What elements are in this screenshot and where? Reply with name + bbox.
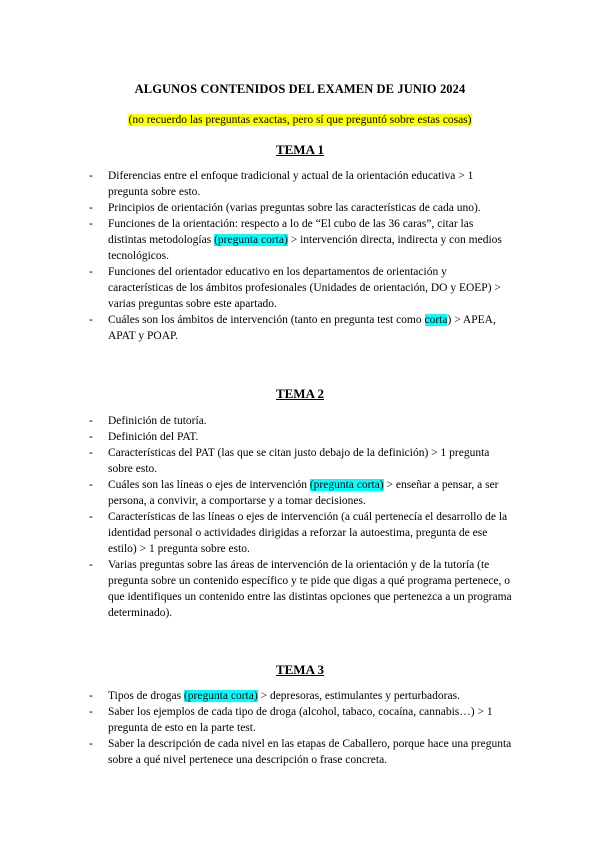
list-item-text: Definición de tutoría. (108, 415, 207, 427)
section-heading-tema-3: TEMA 3 (275, 662, 325, 677)
list-item (0, 216, 600, 264)
list-item (0, 557, 600, 621)
section-list-tema-1 (0, 168, 600, 344)
section-list-tema-3 (0, 688, 600, 768)
list-item-text: Características del PAT (las que se citan justo debajo de la definición) > 1 pregunta sobre esto. (108, 447, 490, 475)
list-item-text: Saber los ejemplos de cada tipo de droga (alcohol, tabaco, cocaína, cannabis…) > 1 pregunta de esto en la parte test. (108, 706, 493, 734)
highlighted-text: (pregunta corta) (309, 479, 384, 491)
list-item (0, 688, 600, 704)
bullet-dash: - (89, 431, 93, 443)
bullet-dash: - (89, 738, 93, 750)
bullet-dash: - (89, 447, 93, 459)
list-item-text: > intervención directa, indirecta y con medios tecnológicos. (108, 234, 502, 262)
bullet-dash: - (89, 266, 93, 278)
list-item (0, 200, 600, 216)
bullet-dash: - (89, 479, 93, 491)
list-item-text: Tipos de drogas (108, 690, 184, 702)
list-item (0, 445, 600, 477)
bullet-dash: - (89, 511, 93, 523)
list-item (0, 413, 600, 429)
document-subtitle (0, 114, 600, 126)
section-list-tema-2 (0, 413, 600, 621)
list-item-text: Definición del PAT. (108, 431, 199, 443)
bullet-dash: - (89, 690, 93, 702)
bullet-dash: - (89, 218, 93, 230)
list-item-text: Varias preguntas sobre las áreas de intervención de la orientación y de la tutoría (te pregunta sobre un contenido específico y te pide que digas a qué programa pertenece, o que identifiques un contenido entre las distintas opciones que pertenezca a un programa determinado). (108, 559, 512, 619)
list-item-text: Cuáles son los ámbitos de intervención (tanto en pregunta test como (108, 314, 425, 326)
list-item-text: Funciones de la orientación: respecto a lo de “El cubo de las 36 caras”, citar las distintas metodologías (108, 218, 474, 246)
list-item (0, 704, 600, 736)
list-item (0, 168, 600, 200)
list-item (0, 429, 600, 445)
list-item (0, 312, 600, 344)
list-item-text: > depresoras, estimulantes y perturbadoras. (257, 690, 460, 702)
list-item (0, 509, 600, 557)
list-item-text: Saber la descripción de cada nivel en las etapas de Caballero, porque hace una pregunta sobre a qué nivel pertenece una descripción o frase concreta. (108, 738, 512, 766)
list-item (0, 264, 600, 312)
bullet-dash: - (89, 559, 93, 571)
list-item-text: Principios de orientación (varias preguntas sobre las características de cada uno). (108, 202, 481, 214)
bullet-dash: - (89, 202, 93, 214)
highlighted-text: (pregunta corta) (214, 234, 288, 246)
subtitle-highlight: (no recuerdo las preguntas exactas, pero sí que preguntó sobre estas cosas) (128, 114, 472, 126)
list-item-text: Cuáles son las líneas o ejes de intervención (108, 479, 310, 491)
highlighted-text: (pregunta corta) (183, 690, 258, 702)
highlighted-text: corta (424, 314, 448, 326)
list-item-text: Funciones del orientador educativo en los departamentos de orientación y características de los ámbitos profesionales (Unidades de orientación, DO y EOEP) > varias preguntas sobre este apartado. (108, 266, 501, 310)
list-item-text: ) > APEA, APAT y POAP. (108, 314, 496, 342)
list-item-text: > enseñar a pensar, a ser persona, a convivir, a comportarse y a tomar decisiones. (108, 479, 499, 507)
list-item-text: Diferencias entre el enfoque tradicional y actual de la orientación educativa > 1 pregunta sobre esto. (108, 170, 474, 198)
bullet-dash: - (89, 170, 93, 182)
bullet-dash: - (89, 314, 93, 326)
list-item (0, 736, 600, 768)
list-item-text: Características de las líneas o ejes de intervención (a cuál pertenecía el desarrollo de la identidad personal o actividades dirigidas a reforzar la autoestima, pregunta de ese estilo) > 1 pregunta sobre esto. (108, 511, 508, 555)
section-heading-tema-2: TEMA 2 (275, 386, 325, 401)
bullet-dash: - (89, 706, 93, 718)
document-title: ALGUNOS CONTENIDOS DEL EXAMEN DE JUNIO 2024 (134, 82, 466, 96)
section-heading-tema-1: TEMA 1 (275, 142, 325, 157)
bullet-dash: - (89, 415, 93, 427)
list-item (0, 477, 600, 509)
